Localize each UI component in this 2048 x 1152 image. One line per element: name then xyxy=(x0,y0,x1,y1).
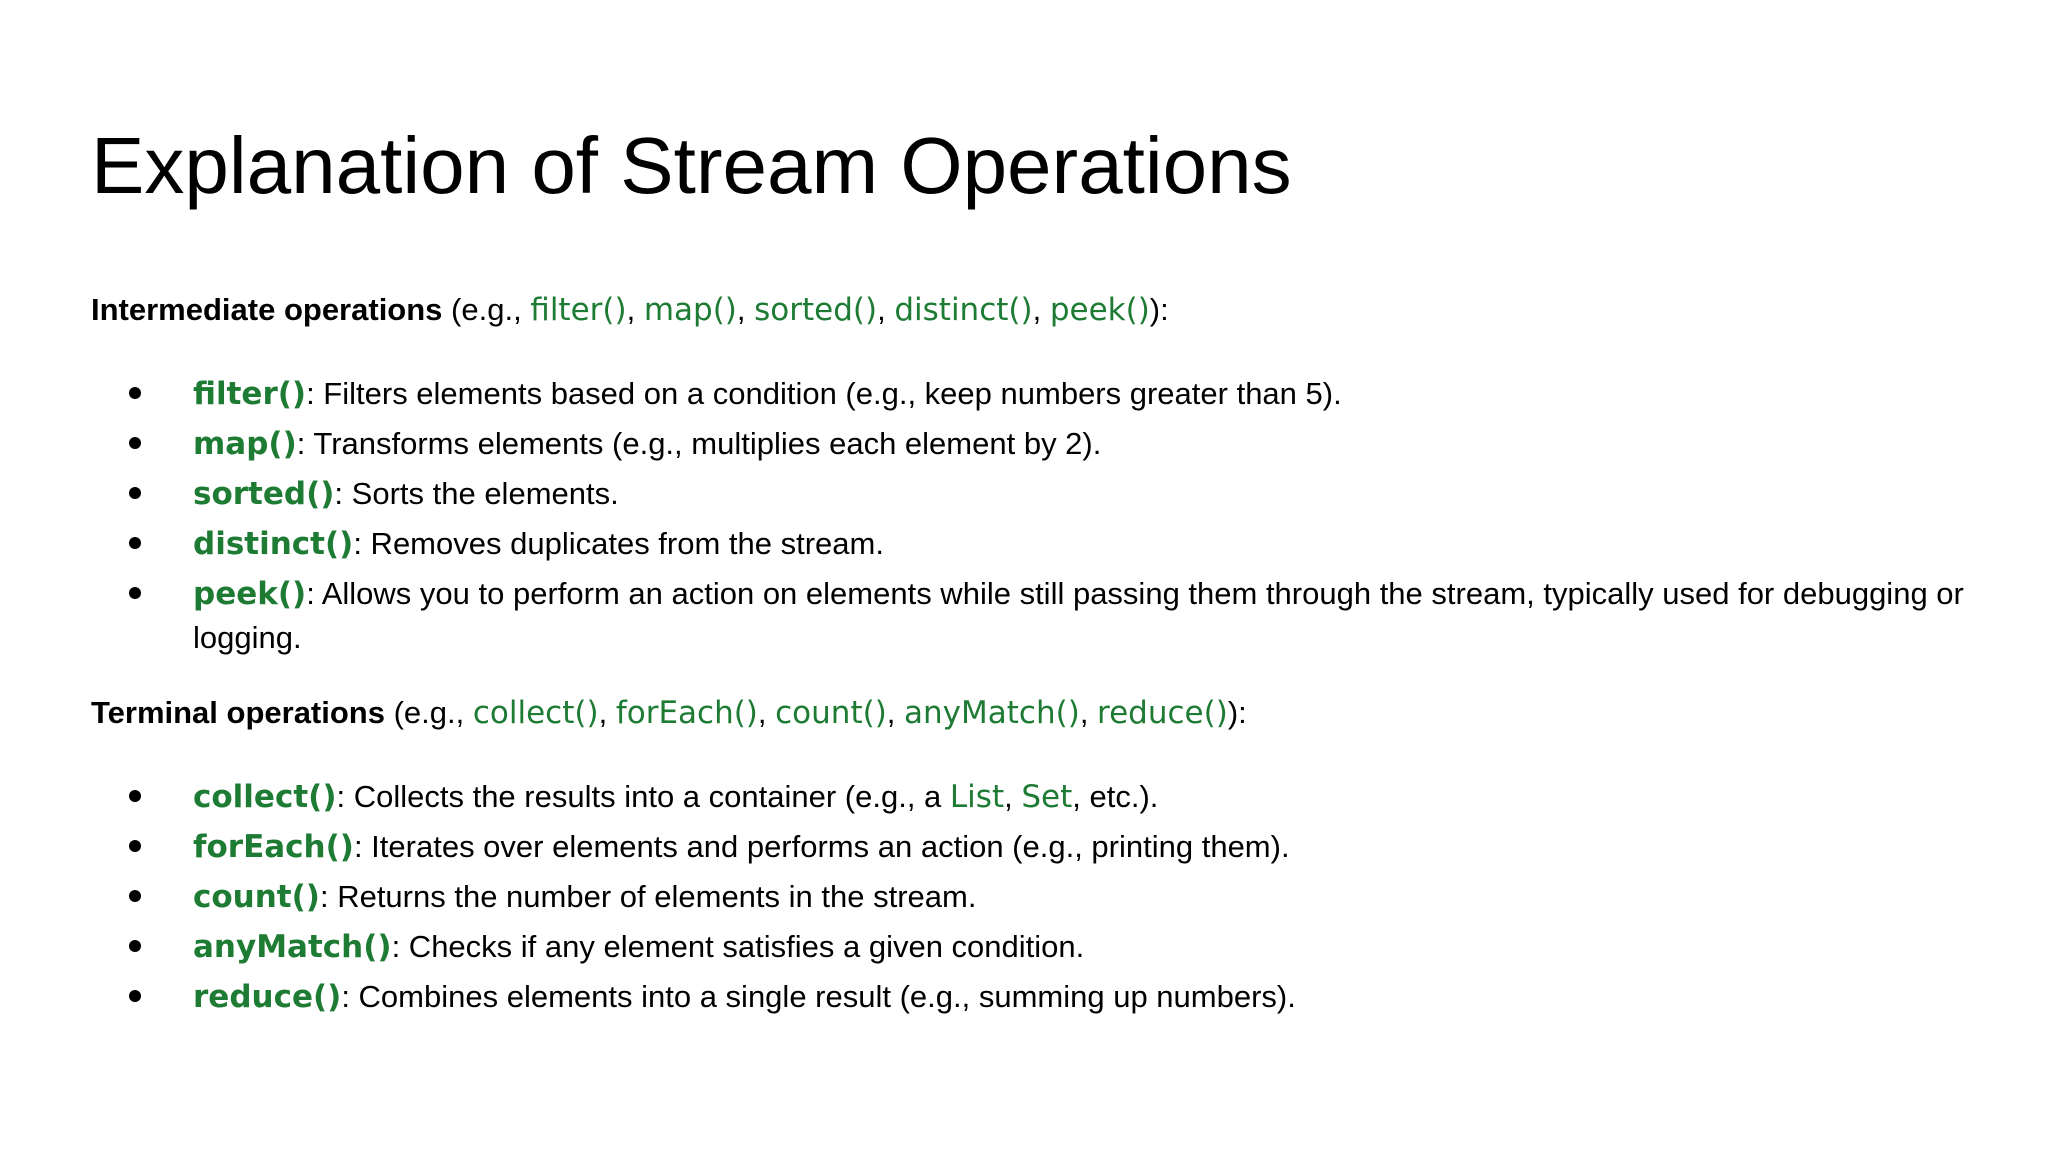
op-desc: : Allows you to perform an action on elements while still passing them through the stream, typically used for debugging or logging. xyxy=(193,576,1964,655)
op-name: filter() xyxy=(193,376,307,412)
list-item xyxy=(91,522,1991,566)
op-desc: : Checks if any element satisfies a given condition. xyxy=(391,929,1085,964)
list-item xyxy=(91,975,1991,1019)
list-item xyxy=(91,825,1991,869)
separator: , xyxy=(757,695,776,730)
bullet-icon xyxy=(129,487,141,499)
example-distinct: distinct() xyxy=(894,292,1033,328)
terminal-list xyxy=(91,775,1991,1025)
bullet-icon xyxy=(129,387,141,399)
bullet-icon xyxy=(129,840,141,852)
op-name: sorted() xyxy=(193,476,335,512)
separator: , xyxy=(736,292,755,327)
example-sorted: sorted() xyxy=(754,292,878,328)
bullet-icon xyxy=(129,587,141,599)
op-desc: : Removes duplicates from the stream. xyxy=(353,526,884,561)
intermediate-examples-suffix: ): xyxy=(1149,292,1169,327)
list-item xyxy=(91,925,1991,969)
op-desc: : Combines elements into a single result (e.g., summing up numbers). xyxy=(341,979,1296,1014)
op-desc-separator: , xyxy=(1004,779,1022,814)
separator: , xyxy=(877,292,895,327)
code-set: Set xyxy=(1021,779,1073,815)
code-list: List xyxy=(949,779,1005,815)
separator: , xyxy=(1079,695,1098,730)
op-desc: : Collects the results into a container (e.g., a xyxy=(336,779,950,814)
terminal-examples-suffix: ): xyxy=(1227,695,1247,730)
intermediate-examples-prefix: (e.g., xyxy=(442,292,531,327)
op-desc: : Iterates over elements and performs an action (e.g., printing them). xyxy=(353,829,1290,864)
op-name: count() xyxy=(193,879,320,915)
list-item xyxy=(91,422,1991,466)
example-filter: filter() xyxy=(530,292,627,328)
list-item xyxy=(91,372,1991,416)
list-item xyxy=(91,472,1991,516)
list-item xyxy=(91,775,1991,819)
op-name: reduce() xyxy=(193,979,342,1015)
op-desc: : Transforms elements (e.g., multiplies each element by 2). xyxy=(296,426,1102,461)
terminal-examples-prefix: (e.g., xyxy=(385,695,473,730)
op-name: collect() xyxy=(193,779,337,815)
list-item xyxy=(91,572,1991,659)
op-desc: : Returns the number of elements in the stream. xyxy=(319,879,977,914)
separator: , xyxy=(1032,292,1050,327)
example-collect: collect() xyxy=(472,695,599,731)
op-desc-end: , etc.). xyxy=(1072,779,1159,814)
bullet-icon xyxy=(129,537,141,549)
op-name: anyMatch() xyxy=(193,929,392,965)
terminal-label: Terminal operations xyxy=(91,695,385,730)
op-name: map() xyxy=(193,426,297,462)
list-item xyxy=(91,875,1991,919)
op-name: distinct() xyxy=(193,526,354,562)
op-desc: : Filters elements based on a condition (e.g., keep numbers greater than 5). xyxy=(306,376,1342,411)
bullet-icon xyxy=(129,940,141,952)
intermediate-heading xyxy=(91,290,1169,330)
op-name: forEach() xyxy=(193,829,354,865)
example-foreach: forEach() xyxy=(615,695,758,731)
terminal-heading xyxy=(91,693,1247,733)
bullet-icon xyxy=(129,890,141,902)
example-map: map() xyxy=(643,292,737,328)
separator: , xyxy=(886,695,905,730)
intermediate-list xyxy=(91,372,1991,665)
separator: , xyxy=(626,292,644,327)
example-reduce: reduce() xyxy=(1097,695,1228,731)
example-peek: peek() xyxy=(1049,292,1150,328)
separator: , xyxy=(598,695,616,730)
example-count: count() xyxy=(775,695,887,731)
bullet-icon xyxy=(129,790,141,802)
example-anymatch: anyMatch() xyxy=(904,695,1080,731)
op-desc: : Sorts the elements. xyxy=(334,476,619,511)
slide-title: Explanation of Stream Operations xyxy=(91,121,1292,210)
bullet-icon xyxy=(129,990,141,1002)
op-name: peek() xyxy=(193,576,307,612)
intermediate-label: Intermediate operations xyxy=(91,292,443,327)
bullet-icon xyxy=(129,437,141,449)
